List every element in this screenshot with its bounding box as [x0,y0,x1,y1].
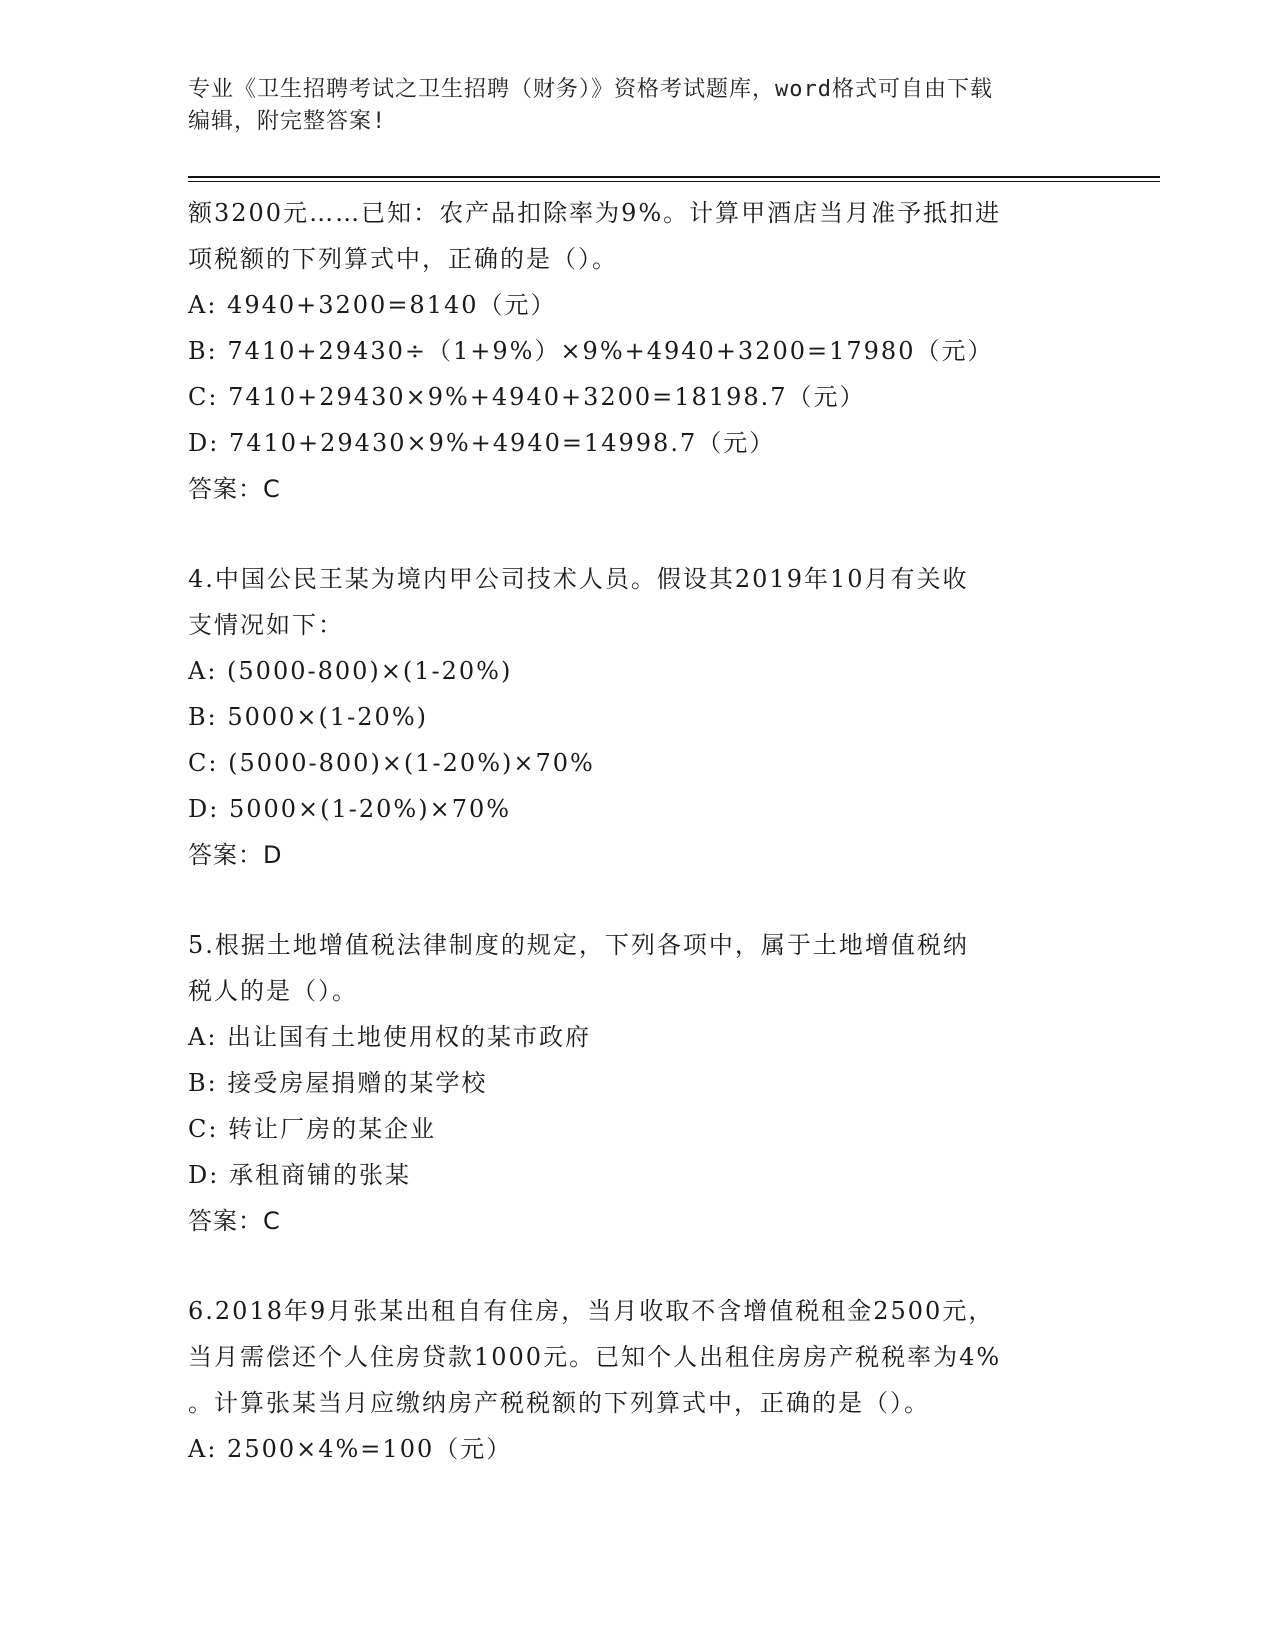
header-rule-thick [188,176,1160,178]
question-text: 当月需偿还个人住房贷款1000元。已知个人出租住房房产税税率为4% [188,1343,1002,1371]
spacer [188,1244,1088,1288]
question-text: 6.2018年9月张某出租自有住房，当月收取不含增值税租金2500元， [188,1297,995,1325]
question-5 [188,922,1088,1244]
option-b: B: 接受房屋捐赠的某学校 [188,1069,488,1097]
option-a: A: (5000-800)×(1-20%) [188,657,513,685]
option-c: C: 转让厂房的某企业 [188,1115,437,1143]
question-text: 支情况如下： [188,611,344,639]
question-4 [188,556,1088,878]
header-line-2: 编辑，附完整答案! [188,109,387,134]
question-text: 税人的是（）。 [188,977,358,1005]
document-body [188,190,1088,1472]
answer-label: 答案：C [188,475,281,503]
option-b: B: 7410+29430÷（1+9%）×9%+4940+3200=17980（元） [188,337,994,365]
question-text: 项税额的下列算式中，正确的是（）。 [188,245,618,273]
option-b: B: 5000×(1-20%) [188,703,428,731]
option-d: D: 承租商铺的张某 [188,1161,411,1189]
question-text: 5.根据土地增值税法律制度的规定，下列各项中，属于土地增值税纳 [188,931,969,959]
question-6 [188,1288,1088,1472]
option-a: A: 2500×4%=100（元） [188,1435,513,1463]
spacer [188,512,1088,556]
document-header [188,74,1088,138]
option-c: C: 7410+29430×9%+4940+3200=18198.7（元） [188,383,866,411]
question-text: 。计算张某当月应缴纳房产税税额的下列算式中，正确的是（）。 [188,1389,930,1417]
option-a: A: 4940+3200=8140（元） [188,291,557,319]
spacer [188,878,1088,922]
answer-label: 答案：C [188,1207,281,1235]
answer-label: 答案：D [188,841,283,869]
question-text: 4.中国公民王某为境内甲公司技术人员。假设其2019年10月有关收 [188,565,969,593]
option-a: A: 出让国有土地使用权的某市政府 [188,1023,592,1051]
question-text: 额3200元……已知：农产品扣除率为9%。计算甲酒店当月准予抵扣进 [188,199,1002,227]
option-d: D: 5000×(1-20%)×70% [188,795,512,823]
question-3 [188,190,1088,512]
option-d: D: 7410+29430×9%+4940=14998.7（元） [188,429,776,457]
header-line-1: 专业《卫生招聘考试之卫生招聘（财务）》资格考试题库，word格式可自由下载 [188,77,993,102]
option-c: C: (5000-800)×(1-20%)×70% [188,749,595,777]
header-rule-thin [188,181,1160,182]
